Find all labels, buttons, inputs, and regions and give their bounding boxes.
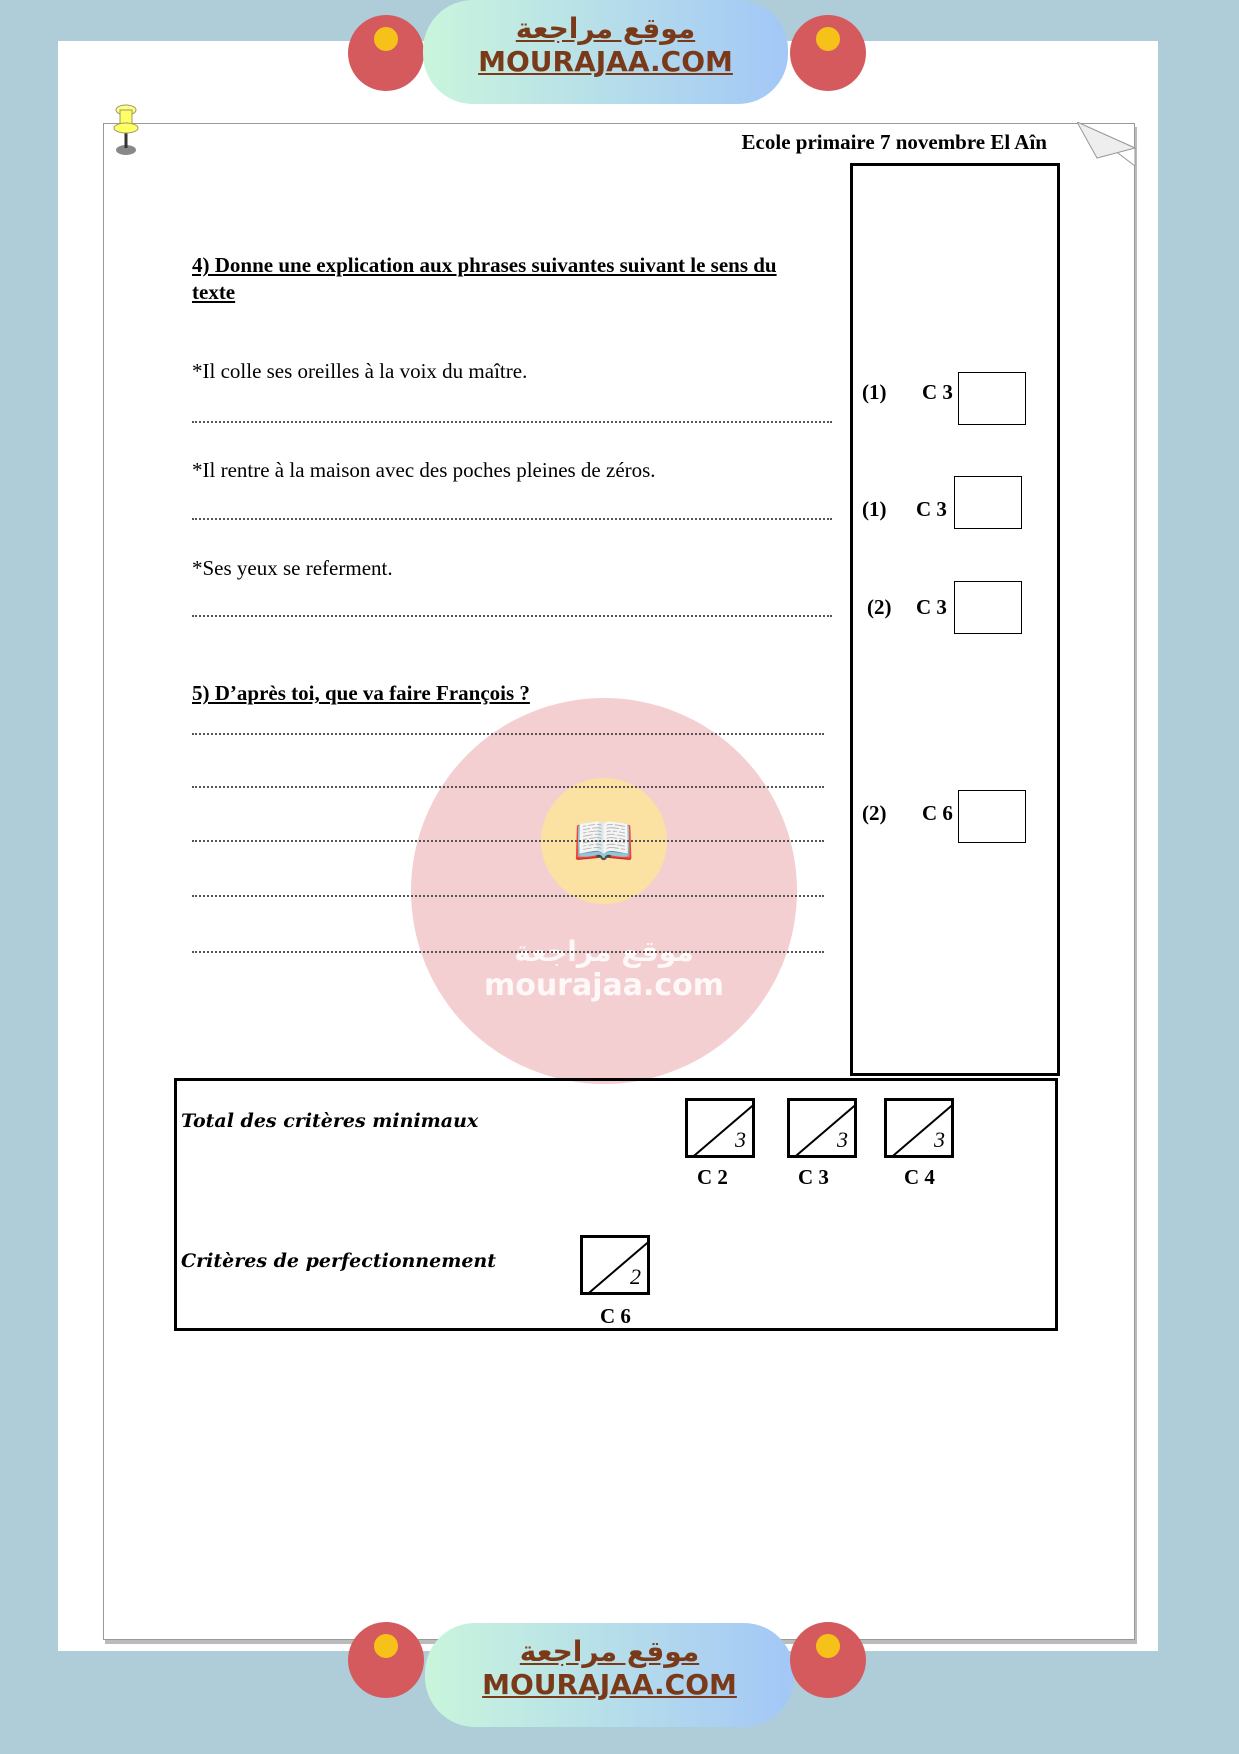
answer-line[interactable] — [192, 840, 824, 842]
criterion-score-box[interactable] — [787, 1098, 857, 1158]
criterion-score-box[interactable] — [884, 1098, 954, 1158]
criterion-label: C 6 — [600, 1304, 631, 1328]
criterion-label: C 2 — [697, 1165, 728, 1189]
book-icon: 📖 — [541, 778, 667, 904]
logo-badge-right — [790, 15, 866, 91]
pushpin-icon — [112, 104, 140, 160]
question-4-title: 4) Donne une explication aux phrases suivantes suivant le sens du — [192, 253, 777, 277]
max-score: 2 — [630, 1264, 641, 1289]
perfection-criteria-label: Critères de perfectionnement — [181, 1250, 496, 1272]
logo-badge-right — [790, 1622, 866, 1698]
max-score: 3 — [735, 1127, 746, 1152]
answer-line[interactable] — [192, 615, 832, 617]
site-banner-top[interactable] — [423, 0, 788, 104]
banner-arabic: موقع مراجعة — [515, 12, 696, 45]
school-name: Ecole primaire 7 novembre El Aîn — [741, 130, 1047, 154]
score-criterion: C 6 — [922, 801, 953, 825]
score-criterion: C 3 — [916, 497, 947, 521]
max-score: 3 — [837, 1127, 848, 1152]
phrase-item: *Ses yeux se referment. — [192, 556, 393, 580]
score-criterion: C 3 — [922, 380, 953, 404]
watermark-arabic: موقع مراجعة — [514, 935, 694, 968]
banner-latin: MOURAJAA.COM — [482, 1668, 737, 1701]
answer-line[interactable] — [192, 951, 824, 953]
site-banner-bottom[interactable] — [425, 1623, 794, 1727]
watermark-latin: mourajaa.com — [483, 968, 725, 1003]
book-icon — [816, 27, 840, 51]
score-box[interactable] — [958, 790, 1026, 843]
criterion-score-box[interactable] — [685, 1098, 755, 1158]
book-icon — [374, 27, 398, 51]
criterion-label: C 4 — [904, 1165, 935, 1189]
score-points: (1) — [862, 497, 887, 521]
answer-line[interactable] — [192, 786, 824, 788]
logo-badge-left — [348, 15, 424, 91]
answer-line[interactable] — [192, 421, 832, 423]
score-criterion: C 3 — [916, 595, 947, 619]
phrase-item: *Il rentre à la maison avec des poches pleines de zéros. — [192, 458, 656, 482]
question-4-title-cont: texte — [192, 280, 236, 304]
banner-arabic: موقع مراجعة — [519, 1635, 700, 1668]
score-points: (2) — [862, 801, 887, 825]
phrase-item: *Il colle ses oreilles à la voix du maître. — [192, 359, 528, 383]
question-5-title: 5) D’après toi, que va faire François ? — [192, 681, 530, 705]
max-score: 3 — [934, 1127, 945, 1152]
score-box[interactable] — [958, 372, 1026, 425]
minimal-criteria-label: Total des critères minimaux — [181, 1110, 479, 1132]
answer-line[interactable] — [192, 733, 824, 735]
answer-line[interactable] — [192, 518, 832, 520]
criterion-label: C 3 — [798, 1165, 829, 1189]
score-box[interactable] — [954, 581, 1022, 634]
score-points: (1) — [862, 380, 887, 404]
banner-latin: MOURAJAA.COM — [478, 45, 733, 78]
score-points: (2) — [867, 595, 892, 619]
page-curl-icon — [1077, 122, 1137, 166]
score-box[interactable] — [954, 476, 1022, 529]
book-icon — [816, 1634, 840, 1658]
criterion-score-box[interactable] — [580, 1235, 650, 1295]
answer-line[interactable] — [192, 895, 824, 897]
logo-badge-left — [348, 1622, 424, 1698]
book-icon — [374, 1634, 398, 1658]
